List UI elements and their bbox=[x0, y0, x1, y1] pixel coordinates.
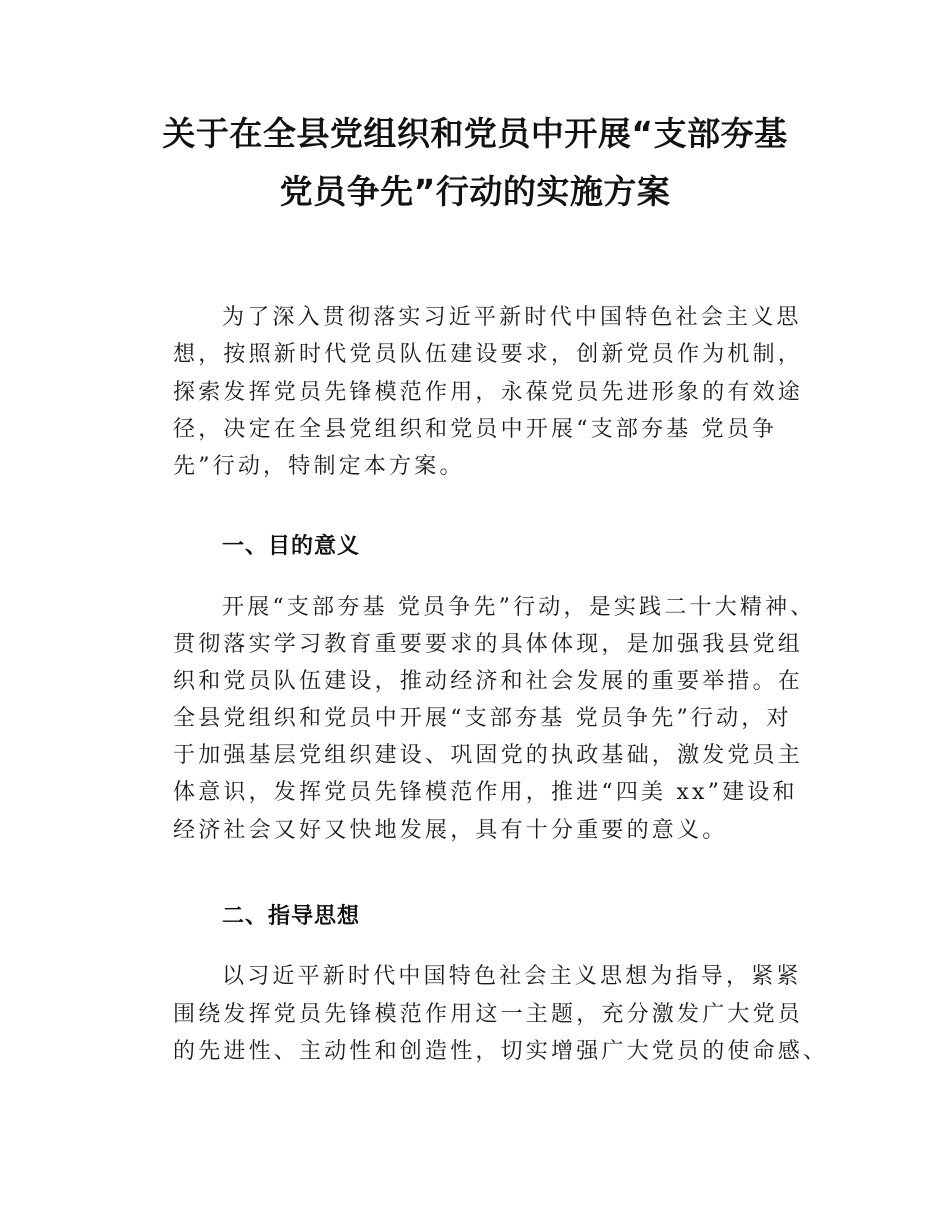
section-1-line: 经济社会又好又快地发展，具有十分重要的意义。 bbox=[173, 818, 728, 843]
intro-paragraph-line: 为了深入贯彻落实习近平新时代中国特色社会主义思 bbox=[222, 305, 802, 330]
intro-paragraph-line: 径，决定在全县党组织和党员中开展“支部夯基 党员争 bbox=[173, 417, 778, 442]
document-title-line-2: 党员争先”行动的实施方案 bbox=[279, 172, 671, 211]
section-2-line: 的先进性、主动性和创造性，切实增强广大党员的使命感、 bbox=[173, 1039, 829, 1064]
section-1-line: 体意识，发挥党员先锋模范作用，推进“四美 xx”建设和 bbox=[173, 780, 798, 805]
section-1-line: 开展“支部夯基 党员争先”行动，是实践二十大精神、 bbox=[222, 595, 816, 620]
section-2-line: 以习近平新时代中国特色社会主义思想为指导，紧紧 bbox=[222, 964, 802, 989]
section-2-line: 围绕发挥党员先锋模范作用这一主题，充分激发广大党员 bbox=[173, 1002, 804, 1027]
section-heading-guiding-ideology: 二、指导思想 bbox=[222, 904, 361, 929]
intro-paragraph-line: 想，按照新时代党员队伍建设要求，创新党员作为机制， bbox=[173, 342, 804, 367]
section-1-line: 贯彻落实学习教育重要要求的具体体现，是加强我县党组 bbox=[173, 632, 804, 657]
document-title-line-1: 关于在全县党组织和党员中开展“支部夯基 bbox=[162, 114, 788, 153]
section-1-line: 于加强基层党组织建设、巩固党的执政基础，激发党员主 bbox=[173, 743, 804, 768]
section-1-line: 织和党员队伍建设，推动经济和社会发展的重要举措。在 bbox=[173, 669, 804, 694]
intro-paragraph-line: 探索发挥党员先锋模范作用，永葆党员先进形象的有效途 bbox=[173, 380, 804, 405]
section-heading-purpose: 一、目的意义 bbox=[222, 534, 361, 559]
intro-paragraph-line: 先”行动，特制定本方案。 bbox=[173, 454, 465, 479]
section-1-line: 全县党组织和党员中开展“支部夯基 党员争先”行动，对 bbox=[173, 706, 792, 731]
